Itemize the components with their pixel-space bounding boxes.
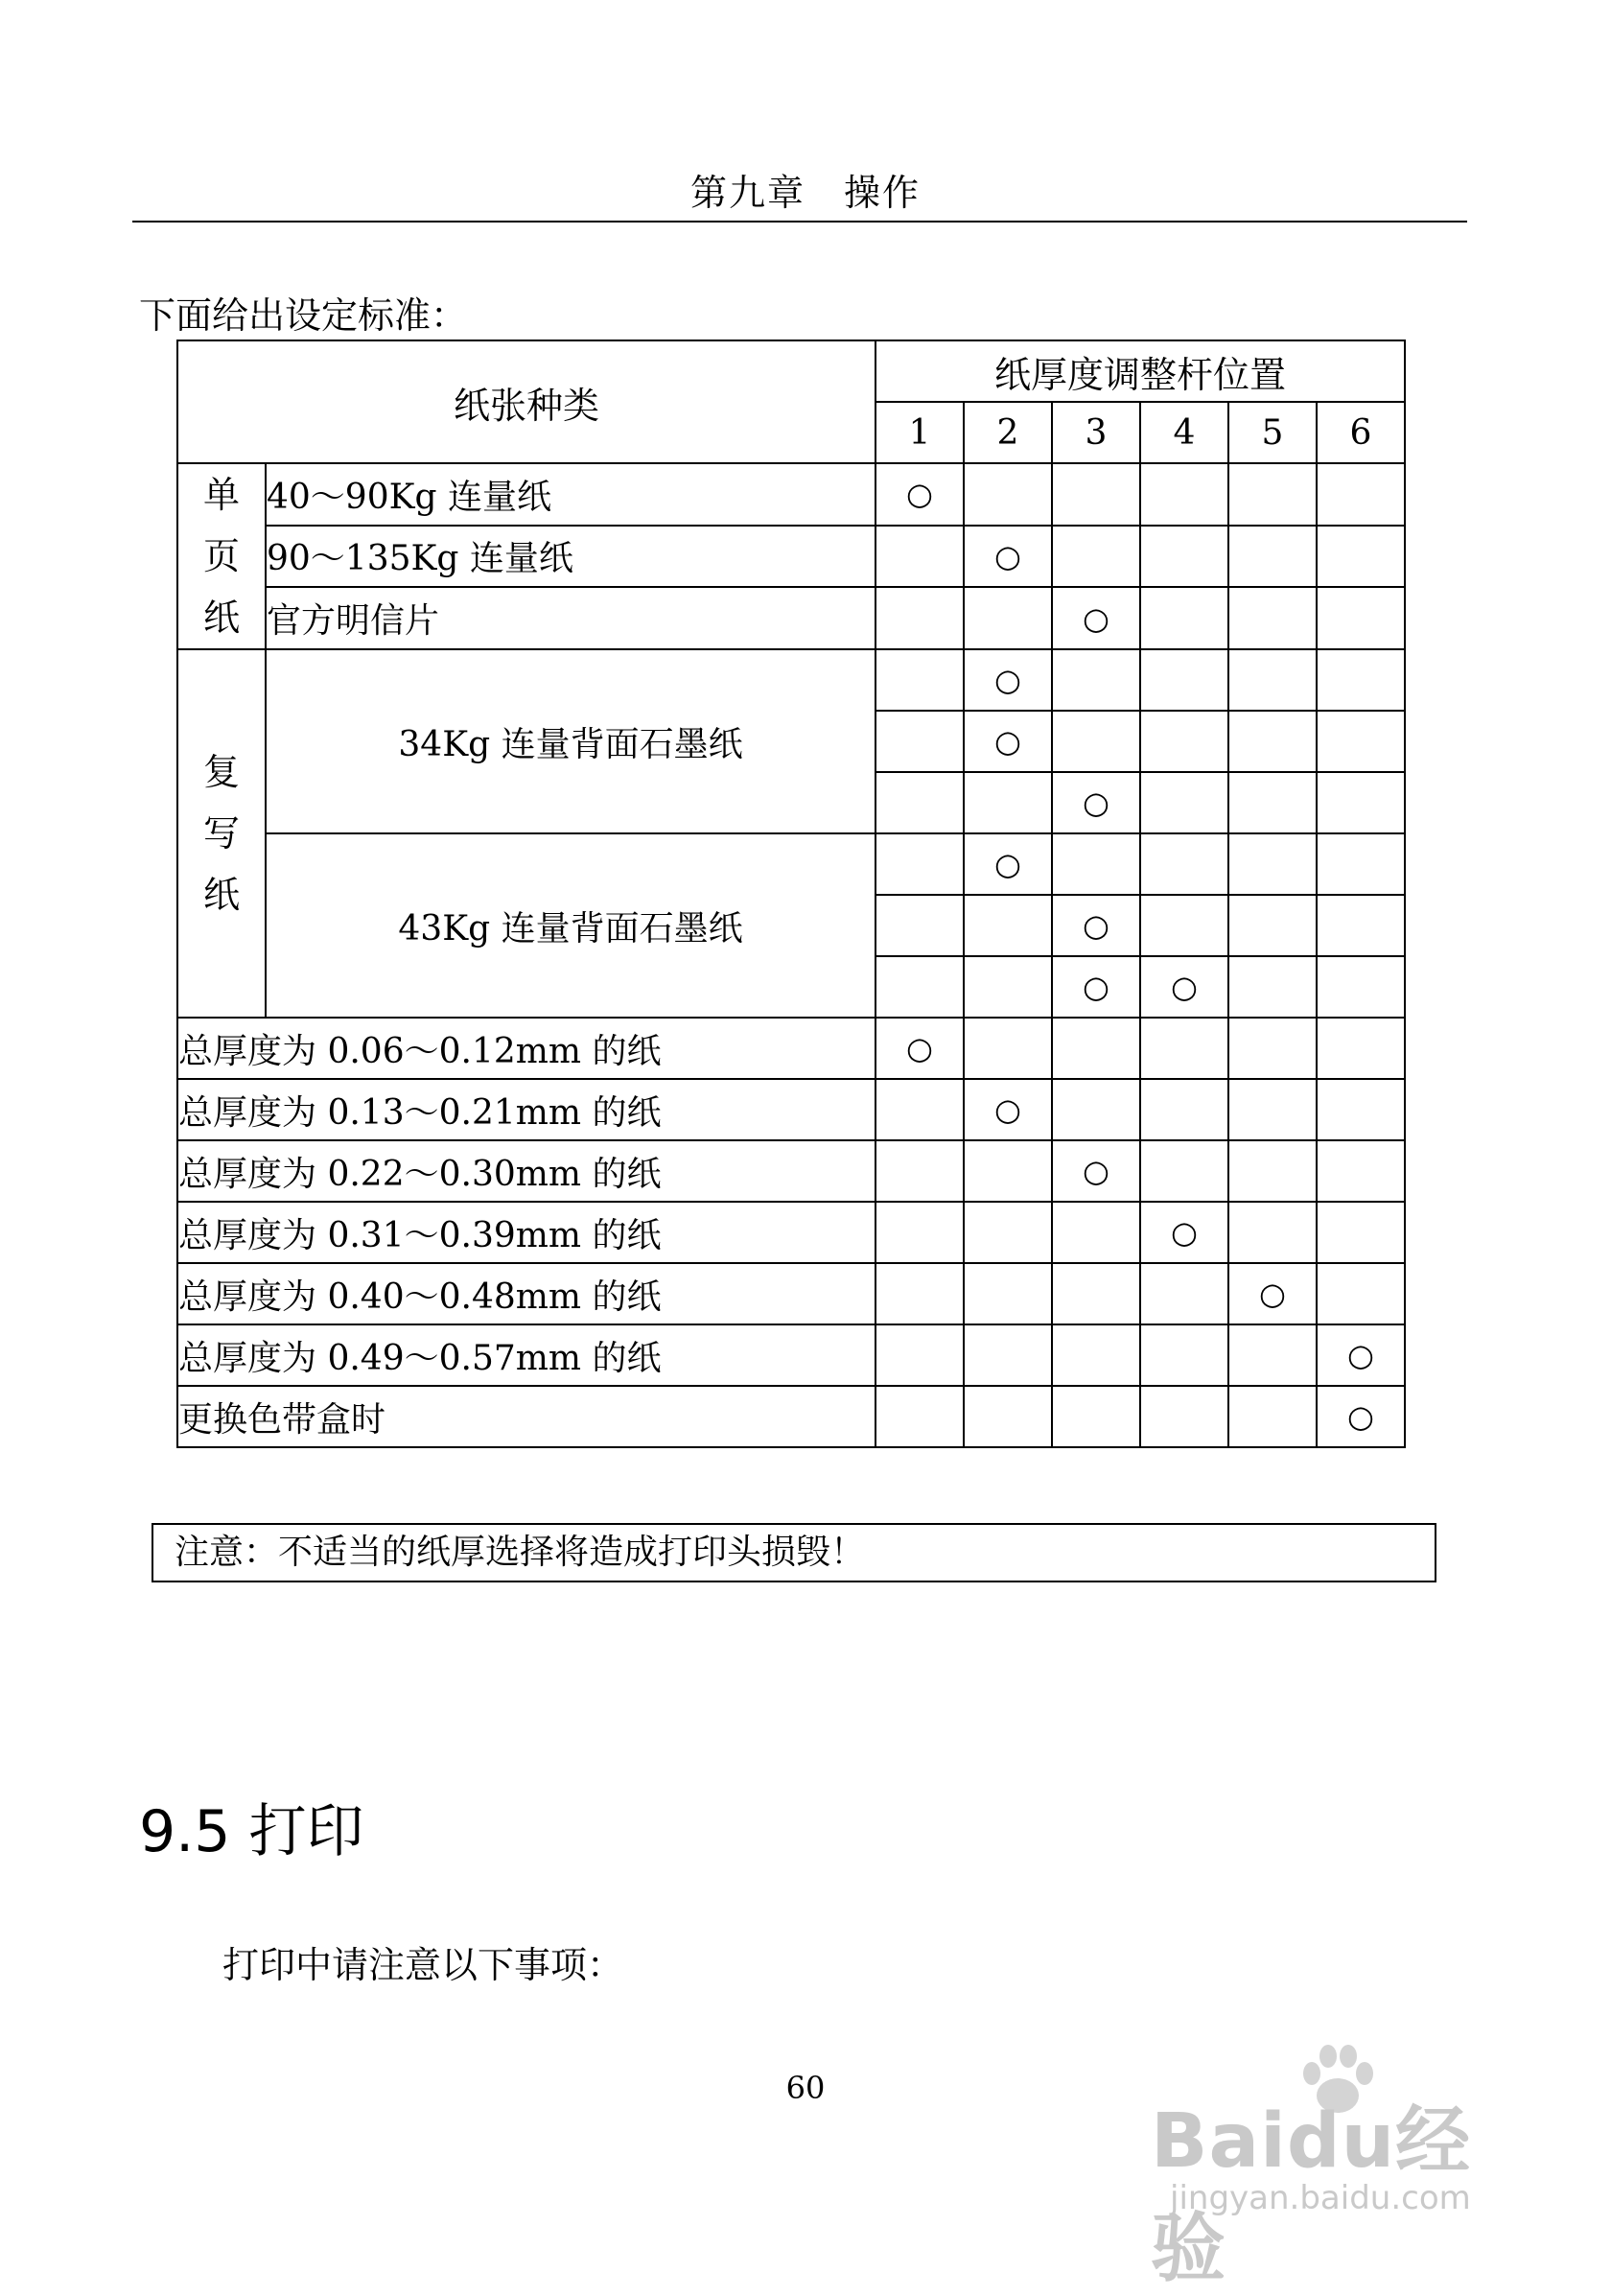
position-cell-1: ○ [876,1018,964,1079]
position-cell-5 [1228,463,1317,526]
header-rule [132,221,1467,223]
position-cell-2 [964,1324,1052,1386]
thickness-label: 更换色带盒时 [177,1386,876,1447]
position-cell-5 [1228,1386,1317,1447]
thickness-label: 总厚度为 0.22～0.30mm 的纸 [177,1140,876,1202]
position-cell-4 [1140,833,1228,895]
table-row [177,526,1405,588]
position-cell-5 [1228,772,1317,833]
position-cell-5 [1228,956,1317,1018]
position-cell-5 [1228,833,1317,895]
position-cell-5 [1228,587,1317,649]
lever-position-header: 纸厚度调整杆位置 [876,340,1405,402]
position-cell-2: ○ [964,833,1052,895]
table-row [177,1018,1405,1079]
chapter-title: 第九章 操作 [689,172,921,214]
position-header-3: 3 [1052,402,1140,463]
warning-note: 注意：不适当的纸厚选择将造成打印头损毁！ [152,1523,1436,1582]
position-cell-6 [1317,649,1405,711]
position-cell-3 [1052,1079,1140,1140]
position-cell-6 [1317,711,1405,772]
position-cell-1 [876,772,964,833]
section-heading: 9.5 打印 [139,1798,364,1865]
table-row [177,1386,1405,1447]
position-cell-6: ○ [1317,1324,1405,1386]
position-cell-5 [1228,1140,1317,1202]
table-row [177,1140,1405,1202]
position-cell-6 [1317,526,1405,588]
paper-type-header: 纸张种类 [177,340,876,463]
position-cell-6 [1317,463,1405,526]
table-row [177,1263,1405,1324]
position-cell-6 [1317,1263,1405,1324]
position-cell-2 [964,1202,1052,1263]
position-cell-6 [1317,1202,1405,1263]
thickness-label: 总厚度为 0.40～0.48mm 的纸 [177,1263,876,1324]
position-cell-2 [964,895,1052,956]
position-cell-2 [964,772,1052,833]
thickness-label: 总厚度为 0.31～0.39mm 的纸 [177,1202,876,1263]
watermark-url: jingyan.baidu.com [1170,2179,1471,2217]
position-cell-6 [1317,1079,1405,1140]
position-cell-1 [876,833,964,895]
position-cell-3 [1052,833,1140,895]
watermark-brand: Baidu经验 [1151,2098,1472,2292]
carbon-group-label: 复 写 纸 [202,751,240,916]
position-cell-5 [1228,1324,1317,1386]
position-cell-5: ○ [1228,1263,1317,1324]
position-cell-4 [1140,1079,1228,1140]
thickness-label: 总厚度为 0.06～0.12mm 的纸 [177,1018,876,1079]
position-cell-1 [876,1386,964,1447]
position-cell-6 [1317,1140,1405,1202]
position-cell-3 [1052,526,1140,588]
position-cell-3: ○ [1052,587,1140,649]
position-cell-4 [1140,895,1228,956]
position-cell-3: ○ [1052,956,1140,1018]
position-cell-4 [1140,1263,1228,1324]
baidu-watermark [1132,2043,1544,2292]
position-cell-3 [1052,711,1140,772]
position-cell-6 [1317,1018,1405,1079]
position-cell-5 [1228,1079,1317,1140]
position-cell-2 [964,1018,1052,1079]
position-cell-6 [1317,956,1405,1018]
position-cell-4 [1140,463,1228,526]
position-cell-4 [1140,1018,1228,1079]
position-cell-1 [876,1079,964,1140]
position-cell-5 [1228,711,1317,772]
position-cell-5 [1228,1202,1317,1263]
single-sheet-group-label: 单 页 纸 [202,474,240,639]
position-cell-5 [1228,649,1317,711]
carbon-group [177,649,266,1018]
position-cell-2 [964,1140,1052,1202]
position-cell-4 [1140,772,1228,833]
table-row [177,833,1405,895]
table-row [177,463,1405,526]
table-row [177,587,1405,649]
position-cell-6 [1317,587,1405,649]
position-cell-1 [876,895,964,956]
single-sheet-group [177,463,266,649]
position-cell-4: ○ [1140,956,1228,1018]
position-cell-2 [964,956,1052,1018]
position-cell-3 [1052,1202,1140,1263]
print-intro-text: 打印中请注意以下事项： [222,1944,624,1986]
position-cell-2: ○ [964,526,1052,588]
paper-thickness-table [176,340,1406,1448]
position-cell-1 [876,1140,964,1202]
position-header-1: 1 [876,402,964,463]
position-cell-4 [1140,649,1228,711]
thickness-label: 总厚度为 0.13～0.21mm 的纸 [177,1079,876,1140]
position-header-6: 6 [1317,402,1405,463]
position-cell-1 [876,956,964,1018]
position-cell-6 [1317,772,1405,833]
position-cell-6 [1317,833,1405,895]
position-cell-1 [876,1324,964,1386]
position-cell-1 [876,649,964,711]
table-row [177,1079,1405,1140]
position-cell-2: ○ [964,649,1052,711]
position-cell-2: ○ [964,711,1052,772]
position-cell-1 [876,711,964,772]
paper-type-label: 40～90Kg 连量纸 [266,463,876,526]
position-cell-3 [1052,1386,1140,1447]
position-cell-3: ○ [1052,1140,1140,1202]
carbon-paper-label: 34Kg 连量背面石墨纸 [266,649,876,833]
position-cell-3 [1052,1263,1140,1324]
position-cell-3: ○ [1052,895,1140,956]
position-cell-1 [876,587,964,649]
position-cell-3 [1052,649,1140,711]
position-cell-2 [964,463,1052,526]
position-cell-4 [1140,1140,1228,1202]
position-cell-2 [964,587,1052,649]
paper-type-label: 官方明信片 [266,587,876,649]
position-cell-4 [1140,711,1228,772]
paper-type-label: 90～135Kg 连量纸 [266,526,876,588]
position-cell-1 [876,1263,964,1324]
position-header-2: 2 [964,402,1052,463]
position-cell-3: ○ [1052,772,1140,833]
position-cell-3 [1052,1018,1140,1079]
position-cell-2 [964,1386,1052,1447]
position-cell-1: ○ [876,463,964,526]
position-cell-4 [1140,526,1228,588]
position-cell-4 [1140,587,1228,649]
position-header-4: 4 [1140,402,1228,463]
position-cell-4: ○ [1140,1202,1228,1263]
position-cell-4 [1140,1324,1228,1386]
position-cell-2 [964,1263,1052,1324]
table-row [177,1324,1405,1386]
table-row [177,1202,1405,1263]
position-cell-6: ○ [1317,1386,1405,1447]
thickness-label: 总厚度为 0.49～0.57mm 的纸 [177,1324,876,1386]
position-cell-1 [876,526,964,588]
carbon-paper-label: 43Kg 连量背面石墨纸 [266,833,876,1018]
position-cell-3 [1052,463,1140,526]
position-cell-5 [1228,1018,1317,1079]
position-cell-2: ○ [964,1079,1052,1140]
position-cell-1 [876,1202,964,1263]
position-cell-6 [1317,895,1405,956]
position-cell-5 [1228,526,1317,588]
position-cell-4 [1140,1386,1228,1447]
position-header-5: 5 [1228,402,1317,463]
table-row [177,649,1405,711]
intro-text: 下面给出设定标准： [139,294,468,337]
position-cell-3 [1052,1324,1140,1386]
position-cell-5 [1228,895,1317,956]
page-number: 60 [785,2070,826,2106]
